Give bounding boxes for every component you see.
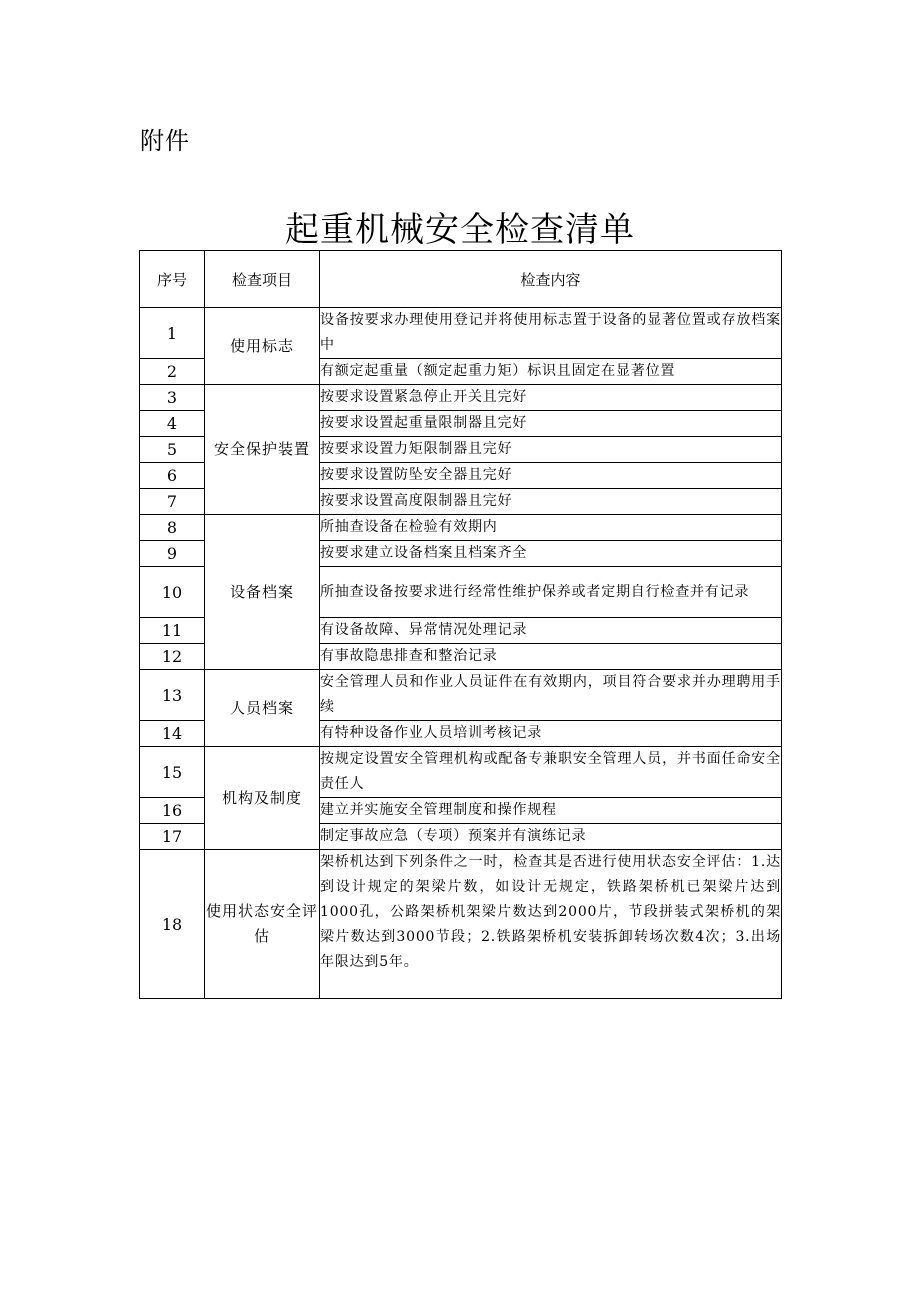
row-content: 设备按要求办理使用登记并将使用标志置于设备的显著位置或存放档案中 [320,308,782,359]
row-content: 按要求设置力矩限制器且完好 [320,437,782,463]
header-content: 检查内容 [320,251,782,308]
row-seq: 11 [140,618,205,644]
attachment-label: 附件 [140,127,190,155]
row-seq: 8 [140,515,205,541]
checklist-table [139,250,782,999]
category-personnel-records: 人员档案 [205,670,320,747]
row-content: 制定事故应急（专项）预案并有演练记录 [320,824,782,850]
row-seq: 9 [140,541,205,567]
row-content: 按要求设置高度限制器且完好 [320,489,782,515]
row-seq: 12 [140,644,205,670]
table-row [140,385,782,411]
row-seq: 1 [140,308,205,359]
row-content: 所抽查设备在检验有效期内 [320,515,782,541]
table-header-row [140,251,782,308]
category-safety-assessment: 使用状态安全评估 [205,850,320,999]
row-content: 按要求设置起重量限制器且完好 [320,411,782,437]
row-content: 按要求设置紧急停止开关且完好 [320,385,782,411]
table-row [140,747,782,798]
header-seq: 序号 [140,251,205,308]
row-seq: 10 [140,567,205,618]
row-content: 有特种设备作业人员培训考核记录 [320,721,782,747]
category-organization-rules: 机构及制度 [205,747,320,850]
row-seq: 16 [140,798,205,824]
row-content: 有额定起重量（额定起重力矩）标识且固定在显著位置 [320,359,782,385]
row-content: 有设备故障、异常情况处理记录 [320,618,782,644]
row-content: 有事故隐患排查和整治记录 [320,644,782,670]
row-seq: 5 [140,437,205,463]
row-content: 架桥机达到下列条件之一时，检查其是否进行使用状态安全评估：1.达到设计规定的架梁片数，如设计无规定，铁路架桥机已架梁片达到1000孔，公路架桥机架梁片数达到2000片，节段拼装式架桥机的架梁片数达到3000节段；2.铁路架桥机安装拆卸转场次数4次；3.出场年限达到5年。 [320,850,782,999]
row-seq: 18 [140,850,205,999]
row-seq: 2 [140,359,205,385]
table-row [140,850,782,999]
category-equipment-records: 设备档案 [205,515,320,670]
row-content: 所抽查设备按要求进行经常性维护保养或者定期自行检查并有记录 [320,567,782,618]
row-seq: 3 [140,385,205,411]
row-seq: 13 [140,670,205,721]
row-content: 按要求建立设备档案且档案齐全 [320,541,782,567]
table-row [140,670,782,721]
row-content: 按要求设置防坠安全器且完好 [320,463,782,489]
header-item: 检查项目 [205,251,320,308]
table-row [140,308,782,359]
row-content: 安全管理人员和作业人员证件在有效期内，项目符合要求并办理聘用手续 [320,670,782,721]
row-seq: 14 [140,721,205,747]
table-row [140,515,782,541]
row-seq: 17 [140,824,205,850]
document-title: 起重机械安全检查清单 [285,210,635,250]
row-seq: 7 [140,489,205,515]
category-usage-mark: 使用标志 [205,308,320,385]
row-seq: 15 [140,747,205,798]
row-content: 建立并实施安全管理制度和操作规程 [320,798,782,824]
category-safety-devices: 安全保护装置 [205,385,320,515]
row-seq: 4 [140,411,205,437]
row-seq: 6 [140,463,205,489]
row-content: 按规定设置安全管理机构或配备专兼职安全管理人员，并书面任命安全责任人 [320,747,782,798]
